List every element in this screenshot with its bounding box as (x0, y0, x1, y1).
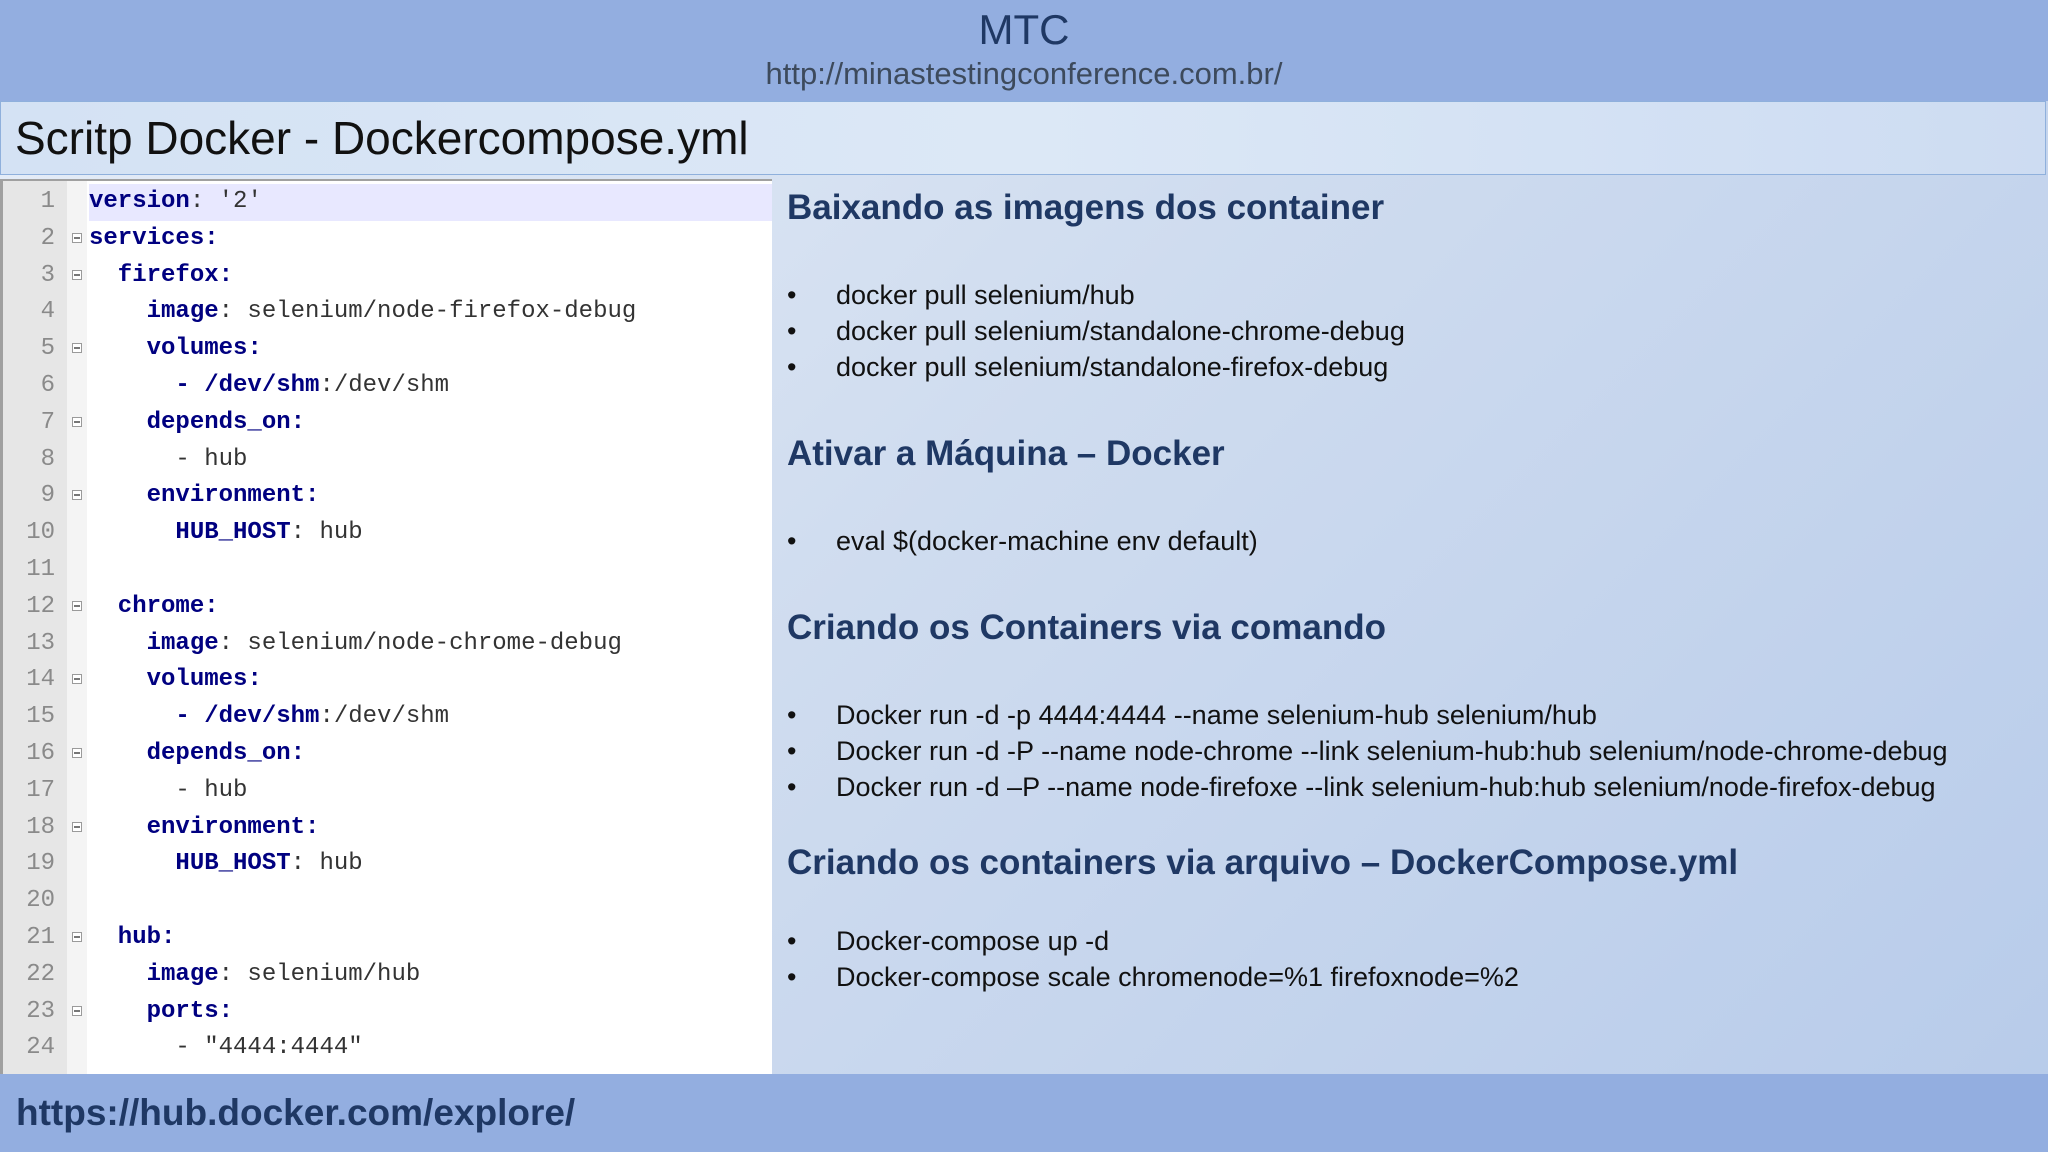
command-text: Docker run -d -P --name node-chrome --link selenium-hub:hub selenium/node-chrome-debug (836, 736, 1948, 766)
yaml-value: :/dev/shm (319, 372, 450, 399)
yaml-value: :/dev/shm (319, 703, 450, 731)
yaml-key: : (204, 592, 219, 620)
section-heading: Criando os containers via arquivo – DockerCompose.yml (787, 843, 1739, 882)
yaml-key: volumes (89, 335, 248, 363)
fold-toggle-icon[interactable] (72, 233, 82, 243)
yaml-value: - hub (89, 776, 248, 804)
code-text (89, 920, 772, 957)
code-line (3, 258, 772, 295)
code-text (89, 294, 772, 331)
yaml-key: : (218, 997, 234, 1025)
code-line (3, 294, 772, 331)
code-editor-screenshot (0, 179, 772, 1074)
yaml-key: version (89, 188, 190, 215)
line-number: 1 (40, 188, 55, 215)
yaml-key: : (305, 813, 320, 841)
code-line (3, 699, 772, 736)
bullet-dot-icon: • (787, 926, 797, 956)
code-line (3, 184, 772, 221)
code-text (89, 810, 772, 847)
command-text: Docker run -d –P --name node-firefoxe --link selenium-hub:hub selenium/node-firefox-debug (836, 772, 1936, 802)
fold-toggle-icon[interactable] (72, 343, 82, 353)
yaml-value: : hub (290, 519, 363, 547)
code-line (3, 1030, 772, 1067)
yaml-key: services (89, 224, 205, 252)
fold-toggle-icon[interactable] (72, 417, 82, 427)
yaml-key: environment (89, 813, 306, 841)
conference-url[interactable]: http://minastestingconference.com.br/ (765, 56, 1283, 91)
code-text (89, 883, 772, 920)
fold-toggle-icon[interactable] (72, 1006, 82, 1016)
slide-title: Scritp Docker - Dockercompose.yml (15, 112, 749, 164)
code-text (89, 773, 772, 810)
yaml-key: : (218, 261, 234, 289)
yaml-value: : hub (290, 850, 363, 878)
yaml-key: : (247, 666, 262, 694)
docker-hub-link[interactable]: https://hub.docker.com/explore/ (16, 1092, 576, 1133)
code-text (89, 258, 772, 295)
line-number: 20 (26, 887, 55, 915)
line-number: 18 (26, 813, 55, 841)
line-number: 8 (40, 445, 55, 473)
code-text (89, 442, 772, 479)
code-text (89, 221, 772, 258)
slide-header (0, 0, 2048, 101)
code-line (3, 515, 772, 552)
fold-toggle-icon[interactable] (72, 601, 82, 611)
fold-toggle-icon[interactable] (72, 270, 82, 280)
line-number: 5 (40, 335, 55, 363)
command-text: docker pull selenium/standalone-firefox-debug (836, 352, 1389, 382)
bullet-dot-icon: • (787, 736, 797, 766)
yaml-key: : (161, 924, 176, 951)
command-text: Docker run -d -p 4444:4444 --name selenium-hub selenium/hub (836, 700, 1597, 730)
yaml-value: : '2' (189, 188, 262, 215)
yaml-key: HUB_HOST (89, 850, 291, 878)
bullet-dot-icon: • (787, 316, 797, 346)
code-line (3, 662, 772, 699)
line-number: 23 (26, 997, 55, 1025)
yaml-key: - /dev/shm (89, 703, 320, 731)
slide-footer (0, 1074, 2048, 1152)
code-line (3, 810, 772, 847)
code-text (89, 957, 772, 994)
code-text (89, 184, 772, 221)
yaml-key: firefox (89, 261, 219, 289)
line-number: 22 (26, 960, 55, 988)
yaml-value: - hub (89, 445, 248, 473)
yaml-key: environment (89, 482, 306, 510)
command-text: docker pull selenium/standalone-chrome-debug (836, 316, 1405, 346)
code-text (89, 994, 772, 1031)
line-number: 15 (26, 703, 55, 731)
code-line (3, 957, 772, 994)
line-number: 6 (40, 372, 55, 399)
fold-toggle-icon[interactable] (72, 822, 82, 832)
line-number: 4 (40, 298, 55, 326)
yaml-key: image (89, 298, 219, 326)
bullet-dot-icon: • (787, 772, 797, 802)
yaml-key: depends_on (89, 408, 291, 436)
yaml-key: ports (89, 997, 219, 1025)
bullet-dot-icon: • (787, 352, 797, 382)
line-number: 19 (26, 850, 55, 878)
command-text: Docker-compose up -d (836, 926, 1110, 956)
line-number: 3 (40, 261, 55, 289)
section-heading: Baixando as imagens dos container (787, 188, 1385, 227)
code-text (89, 478, 772, 515)
yaml-value: - "4444:4444" (89, 1034, 363, 1062)
yaml-key: : (290, 408, 306, 436)
yaml-key: HUB_HOST (89, 519, 291, 547)
code-text (89, 846, 772, 883)
yaml-key: chrome (89, 592, 205, 620)
line-number: 2 (40, 224, 55, 252)
line-number: 11 (26, 556, 55, 583)
line-number: 10 (26, 519, 55, 547)
code-text (89, 1030, 772, 1067)
line-number: 16 (26, 740, 55, 767)
bullet-dot-icon: • (787, 526, 797, 556)
code-text (89, 626, 772, 663)
code-line (3, 368, 772, 405)
yaml-key: : (247, 335, 262, 363)
line-number: 24 (26, 1034, 55, 1062)
fold-toggle-icon[interactable] (72, 748, 82, 758)
yaml-key: : (305, 482, 320, 510)
fold-toggle-icon[interactable] (72, 490, 82, 500)
code-text (89, 405, 772, 442)
yaml-key: image (89, 960, 219, 988)
code-text (89, 589, 772, 626)
conference-title: MTC (978, 6, 1070, 53)
yaml-key: depends_on (89, 740, 291, 767)
code-text (89, 699, 772, 736)
command-text: docker pull selenium/hub (836, 280, 1135, 310)
code-line (3, 773, 772, 810)
code-text (89, 368, 772, 405)
code-line (3, 478, 772, 515)
line-number: 14 (26, 666, 55, 694)
code-text (89, 736, 772, 773)
fold-toggle-icon[interactable] (72, 674, 82, 684)
code-text (89, 552, 772, 589)
line-number: 21 (26, 924, 55, 951)
line-number: 7 (40, 408, 55, 436)
code-line (3, 736, 772, 773)
code-text (89, 515, 772, 552)
section-heading: Criando os Containers via comando (787, 608, 1386, 647)
yaml-value: : selenium/hub (218, 960, 421, 988)
yaml-key: volumes (89, 666, 248, 694)
code-line (3, 883, 772, 920)
code-line (3, 331, 772, 368)
code-line (3, 994, 772, 1031)
code-text (89, 662, 772, 699)
code-line (3, 221, 772, 258)
slide-title-bar (0, 101, 2046, 175)
code-line (3, 626, 772, 663)
code-text (89, 331, 772, 368)
yaml-key: - /dev/shm (89, 372, 320, 399)
bullet-dot-icon: • (787, 700, 797, 730)
bullet-dot-icon: • (787, 962, 797, 992)
yaml-key: : (290, 740, 306, 767)
code-line (3, 589, 772, 626)
yaml-value: : selenium/node-firefox-debug (218, 298, 637, 326)
code-line (3, 442, 772, 479)
fold-toggle-icon[interactable] (72, 932, 82, 942)
line-number: 17 (26, 776, 55, 804)
line-number: 13 (26, 629, 55, 657)
yaml-key: : (204, 224, 219, 252)
command-text: Docker-compose scale chromenode=%1 firefoxnode=%2 (836, 962, 1519, 992)
yaml-value: : selenium/node-chrome-debug (218, 629, 622, 657)
code-line (3, 552, 772, 589)
line-number: 9 (40, 482, 55, 510)
code-line (3, 920, 772, 957)
bullet-dot-icon: • (787, 280, 797, 310)
command-text: eval $(docker-machine env default) (836, 526, 1258, 556)
section-heading: Ativar a Máquina – Docker (787, 434, 1225, 473)
line-number: 12 (26, 592, 55, 620)
yaml-key: image (89, 629, 219, 657)
code-line (3, 846, 772, 883)
yaml-key: hub (89, 924, 162, 951)
code-line (3, 405, 772, 442)
